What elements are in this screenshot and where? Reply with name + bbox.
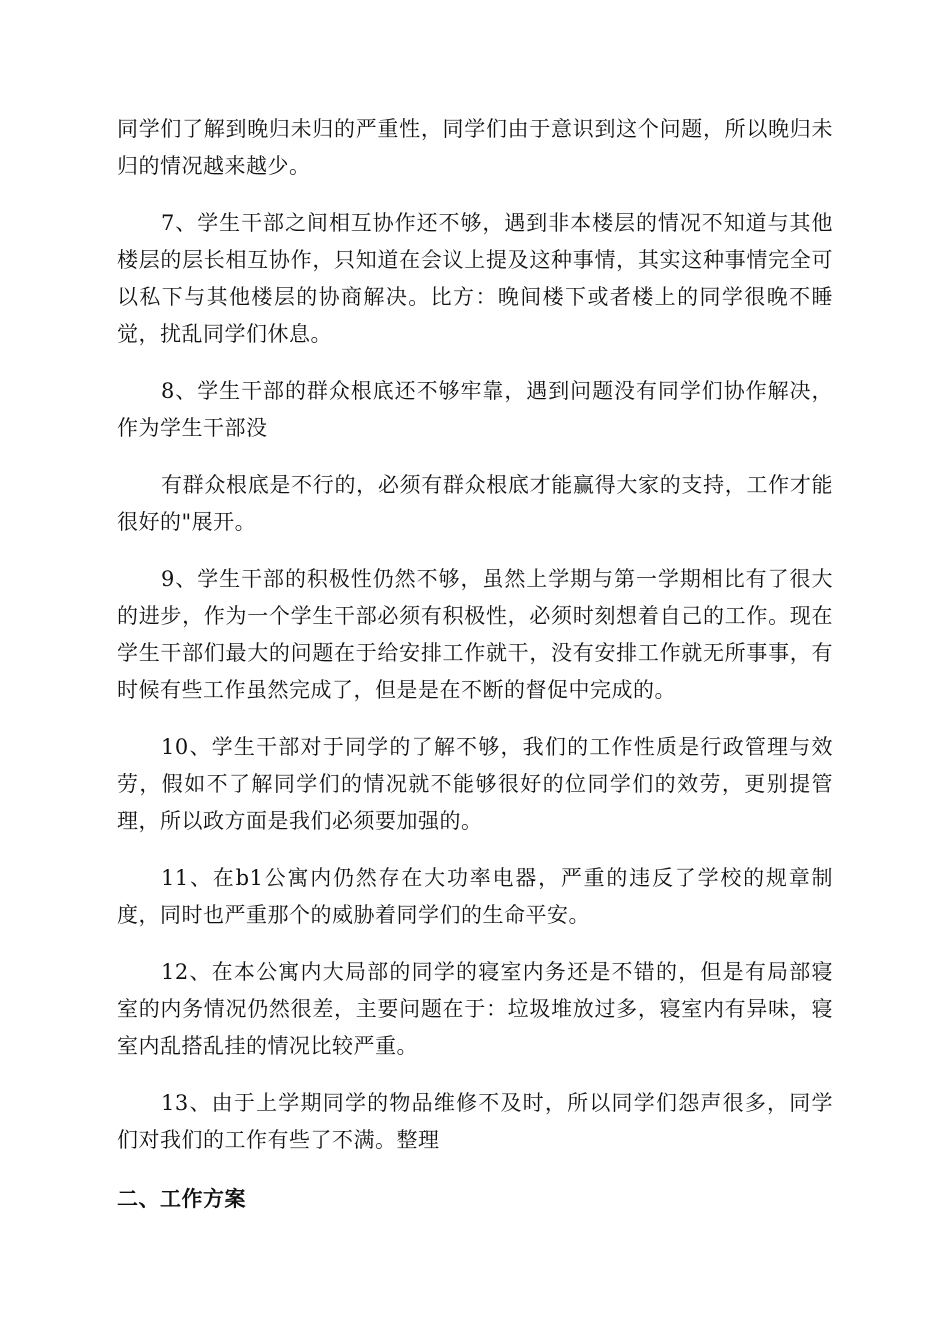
section-heading: 二、工作方案 — [117, 1187, 246, 1211]
paragraph-item-13: 13、由于上学期同学的物品维修不及时，所以同学们怨声很多，同学们对我们的工作有些了不满。整理 — [117, 1091, 833, 1152]
paragraph-item-9: 9、学生干部的积极性仍然不够，虽然上学期与第一学期相比有了很大的进步，作为一个学生干部必须有积极性，必须时刻想着自己的工作。现在学生干部们最大的问题在于给安排工作就干，没有安排工作就无所事事，有时候有些工作虽然完成了，但是是在不断的督促中完成的。 — [117, 567, 833, 702]
paragraph-item-12: 12、在本公寓内大局部的同学的寝室内务还是不错的，但是有局部寝室的内务情况仍然很差，主要问题在于：垃圾堆放过多，寝室内有异味，寝室内乱搭乱挂的情况比较严重。 — [117, 960, 833, 1058]
paragraph-item-7: 7、学生干部之间相互协作还不够，遇到非本楼层的情况不知道与其他楼层的层长相互协作，只知道在会议上提及这种事情，其实这种事情完全可以私下与其他楼层的协商解决。比方：晚间楼下或者楼上的同学很晚不睡觉，扰乱同学们休息。 — [117, 211, 833, 346]
paragraph-item-11: 11、在b1公寓内仍然存在大功率电器，严重的违反了学校的规章制度，同时也严重那个的威胁着同学们的生命平安。 — [117, 866, 833, 927]
paragraph-item-8: 8、学生干部的群众根底还不够牢靠，遇到问题没有同学们协作解决，作为学生干部没 — [117, 379, 833, 440]
document-page — [117, 111, 833, 1218]
paragraph-item-8-continued: 有群众根底是不行的，必须有群众根底才能赢得大家的支持，工作才能很好的"展开。 — [117, 473, 833, 534]
paragraph-item-10: 10、学生干部对于同学的了解不够，我们的工作性质是行政管理与效劳，假如不了解同学们的情况就不能够很好的位同学们的效劳，更别提管理，所以政方面是我们必须要加强的。 — [117, 735, 833, 833]
paragraph-continuation: 同学们了解到晚归未归的严重性，同学们由于意识到这个问题，所以晚归未归的情况越来越少。 — [117, 117, 833, 178]
